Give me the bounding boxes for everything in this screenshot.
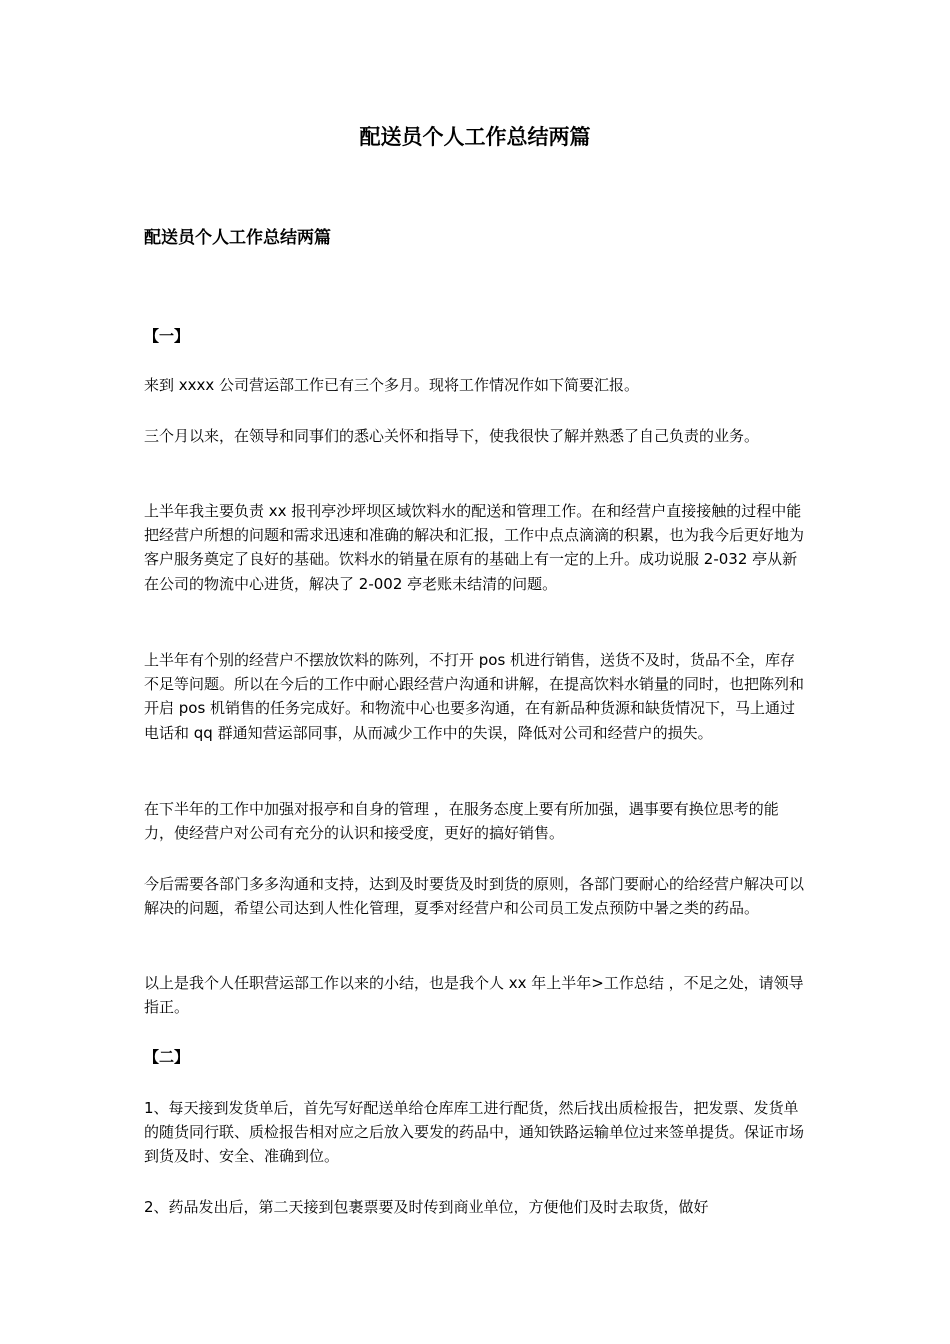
paragraph: 1、每天接到发货单后，首先写好配送单给仓库库工进行配货，然后找出质检报告，把发票、发货单的随货同行联、质检报告相对应之后放入要发的药品中，通知铁路运输单位过来签单提货。保证市场到货及时、安全、准确到位。	[144, 1099, 805, 1166]
paragraph: 2、药品发出后，第二天接到包裹票要及时传到商业单位，方便他们及时去取货，做好	[144, 1198, 709, 1216]
document-subtitle: 配送员个人工作总结两篇	[144, 228, 331, 248]
paragraph: 上半年我主要负责 xx 报刊亭沙坪坝区域饮料水的配送和管理工作。在和经营户直接接触的过程中能把经营户所想的问题和需求迅速和准确的解决和汇报，工作中点点滴滴的积累，也为我今后更好地为客户服务奠定了良好的基础。饮料水的销量在原有的基础上有一定的上升。成功说服 2-032 亭从新在公司的物流中心进货，解决了 2-002 亭老账未结清的问题。	[144, 502, 805, 593]
paragraph: 在下半年的工作中加强对报亭和自身的管理 ，在服务态度上要有所加强，遇事要有换位思考的能力，使经营户对公司有充分的认识和接受度，更好的搞好销售。	[144, 800, 779, 843]
section-two-heading: 【二】	[144, 1048, 190, 1066]
paragraph: 以上是我个人任职营运部工作以来的小结，也是我个人 xx 年上半年>工作总结 ，不足之处，请领导指正。	[144, 974, 804, 1017]
section-one-heading: 【一】	[144, 327, 190, 345]
paragraph: 来到 xxxx 公司营运部工作已有三个多月。现将工作情况作如下简要汇报。	[144, 376, 640, 394]
document-title: 配送员个人工作总结两篇	[359, 125, 591, 149]
paragraph: 今后需要各部门多多沟通和支持，达到及时要货及时到货的原则，各部门要耐心的给经营户解决可以解决的问题，希望公司达到人性化管理，夏季对经营户和公司员工发点预防中暑之类的药品。	[144, 875, 805, 918]
paragraph: 上半年有个别的经营户不摆放饮料的陈列，不打开 pos 机进行销售，送货不及时，货品不全，库存不足等问题。所以在今后的工作中耐心跟经营户沟通和讲解，在提高饮料水销量的同时，也把陈列和开启 pos 机销售的任务完成好。和物流中心也要多沟通，在有新品种货源和缺货情况下，马上通过电话和 qq 群通知营运部同事，从而减少工作中的失误，降低对公司和经营户的损失。	[144, 651, 805, 742]
paragraph: 三个月以来，在领导和同事们的悉心关怀和指导下，使我很快了解并熟悉了自己负责的业务。	[144, 427, 760, 445]
